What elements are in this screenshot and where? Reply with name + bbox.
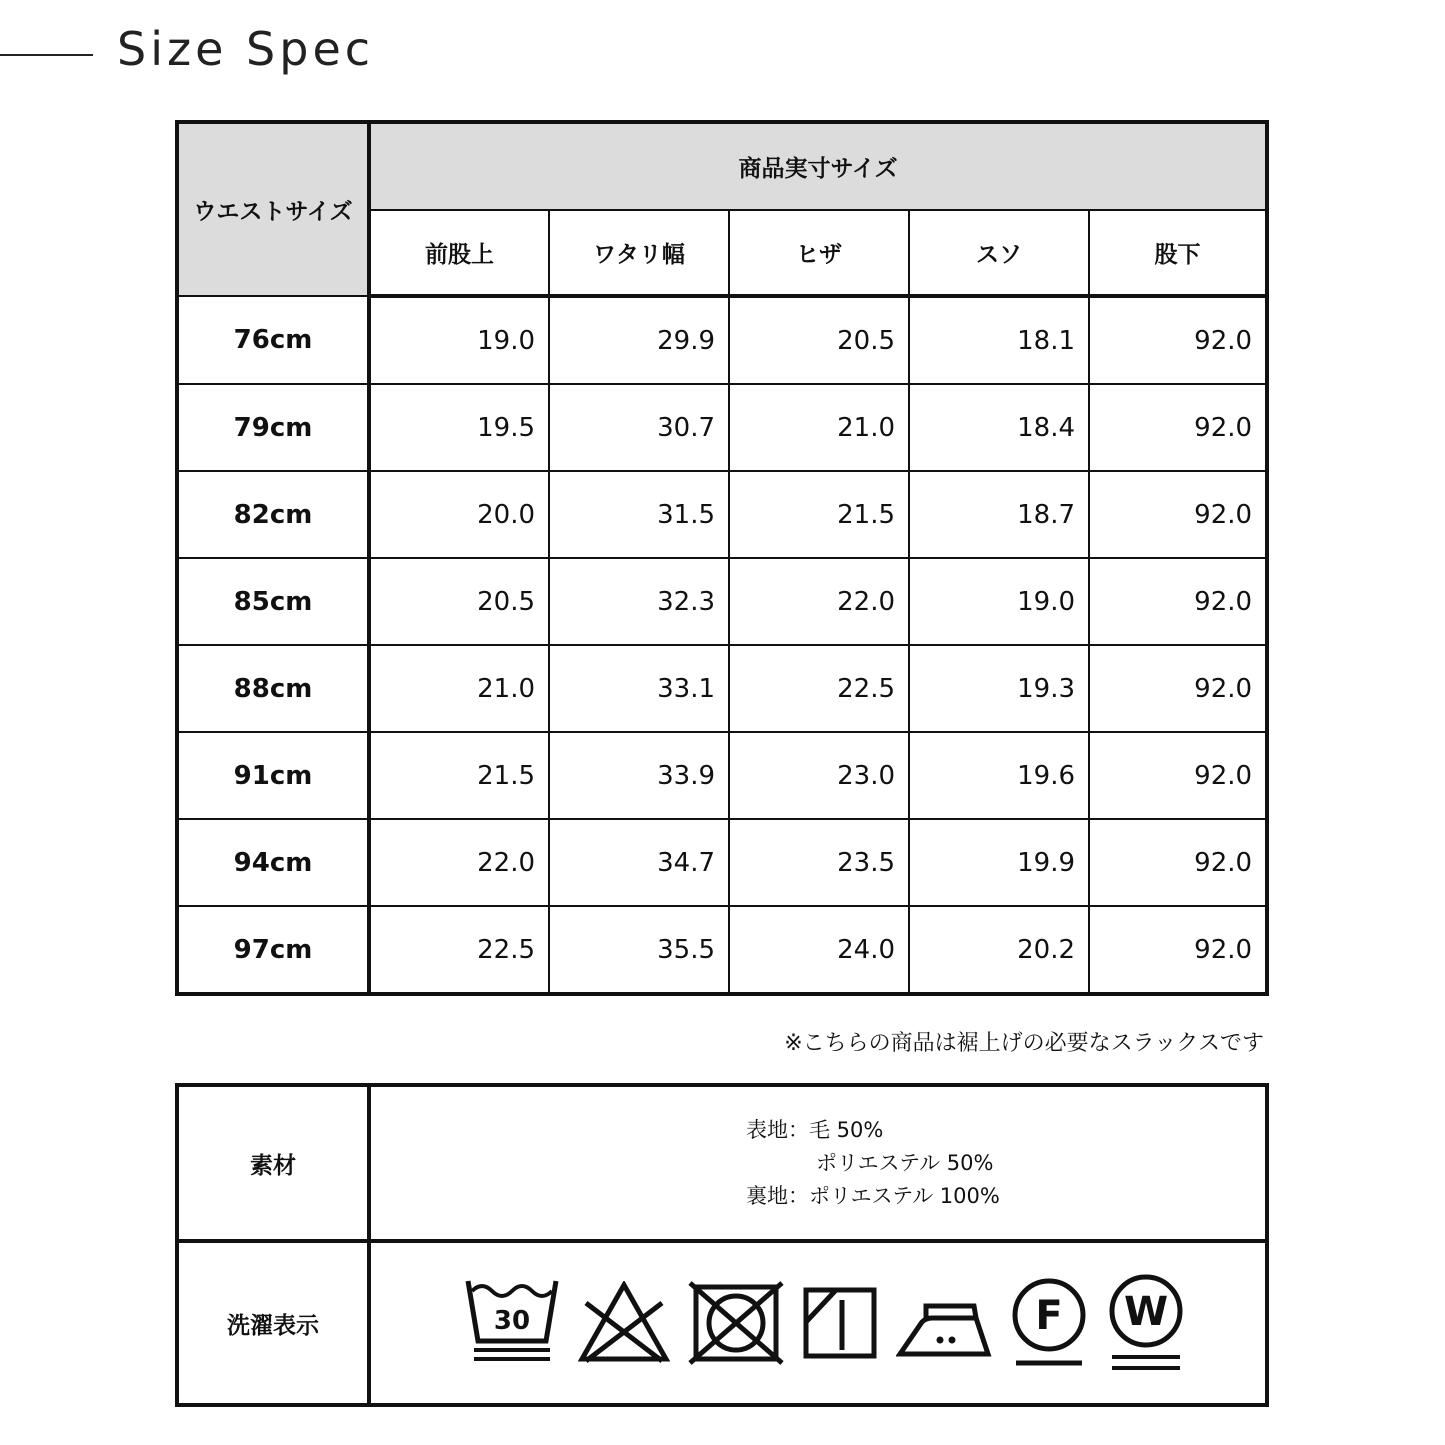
measurement-cell: 18.7 — [909, 471, 1089, 558]
table-row — [177, 384, 1267, 471]
waist-size-cell: 79cm — [177, 384, 369, 471]
iron-low-icon — [896, 1286, 992, 1360]
measurement-cell: 23.0 — [729, 732, 909, 819]
material-line: 表地：毛 50% — [746, 1117, 884, 1142]
measurement-cell: 33.9 — [549, 732, 729, 819]
measurement-cell: 18.4 — [909, 384, 1089, 471]
measurement-cell: 31.5 — [549, 471, 729, 558]
waist-size-cell: 94cm — [177, 819, 369, 906]
care-label: 洗濯表示 — [177, 1241, 369, 1405]
hemming-note: ※こちらの商品は裾上げの必要なスラックスです — [784, 1031, 1264, 1056]
waist-size-cell: 91cm — [177, 732, 369, 819]
table-row — [177, 471, 1267, 558]
measurement-cell: 18.1 — [909, 296, 1089, 384]
wet-clean-letter: W — [1123, 1289, 1169, 1335]
wash-temp-text: 30 — [493, 1306, 531, 1336]
measurement-cell: 32.3 — [549, 558, 729, 645]
measurement-cell: 22.5 — [729, 645, 909, 732]
waist-size-cell: 88cm — [177, 645, 369, 732]
column-header: 前股上 — [369, 210, 549, 296]
table-row — [177, 645, 1267, 732]
measurement-cell: 92.0 — [1089, 384, 1267, 471]
measurement-cell: 92.0 — [1089, 819, 1267, 906]
measurement-cell: 34.7 — [549, 819, 729, 906]
table-row — [177, 296, 1267, 384]
measurement-cell: 21.0 — [369, 645, 549, 732]
measurement-cell: 19.6 — [909, 732, 1089, 819]
measurement-cell: 30.7 — [549, 384, 729, 471]
material-line: 裏地：ポリエステル 100% — [746, 1183, 1000, 1208]
measurement-cell: 21.5 — [729, 471, 909, 558]
waist-size-cell: 85cm — [177, 558, 369, 645]
table-row — [177, 558, 1267, 645]
line-dry-shade-icon — [802, 1286, 878, 1360]
measurement-cell: 22.0 — [729, 558, 909, 645]
material-label: 素材 — [177, 1085, 369, 1241]
table-row — [177, 906, 1267, 994]
actual-size-header: 商品実寸サイズ — [369, 122, 1267, 210]
column-header: スソ — [909, 210, 1089, 296]
table-row — [177, 819, 1267, 906]
waist-size-cell: 76cm — [177, 296, 369, 384]
measurement-cell: 29.9 — [549, 296, 729, 384]
column-header: 股下 — [1089, 210, 1267, 296]
measurement-cell: 92.0 — [1089, 732, 1267, 819]
measurement-cell: 24.0 — [729, 906, 909, 994]
measurement-cell: 35.5 — [549, 906, 729, 994]
measurement-cell: 20.0 — [369, 471, 549, 558]
waist-size-header: ウエストサイズ — [177, 122, 369, 296]
measurement-cell: 20.5 — [729, 296, 909, 384]
measurement-cell: 19.0 — [369, 296, 549, 384]
measurement-cell: 23.5 — [729, 819, 909, 906]
measurement-cell: 20.5 — [369, 558, 549, 645]
page-title: Size Spec — [117, 22, 375, 76]
measurement-cell: 92.0 — [1089, 471, 1267, 558]
no-bleach-icon — [578, 1281, 670, 1365]
waist-size-cell: 97cm — [177, 906, 369, 994]
no-tumble-dry-icon — [688, 1281, 784, 1365]
material-content — [369, 1085, 1267, 1241]
measurement-cell: 22.0 — [369, 819, 549, 906]
measurement-cell: 19.3 — [909, 645, 1089, 732]
care-symbols — [369, 1241, 1267, 1405]
wet-clean-w-icon — [1106, 1273, 1186, 1373]
material-line: ポリエステル 50% — [816, 1150, 994, 1175]
measurement-cell: 92.0 — [1089, 558, 1267, 645]
measurement-cell: 19.9 — [909, 819, 1089, 906]
wash-30-icon — [464, 1277, 560, 1369]
size-spec-table — [175, 120, 1269, 996]
dry-clean-letter: F — [1035, 1293, 1063, 1339]
measurement-cell: 21.5 — [369, 732, 549, 819]
title-rule — [0, 54, 93, 56]
measurement-cell: 92.0 — [1089, 296, 1267, 384]
measurement-cell: 92.0 — [1089, 906, 1267, 994]
measurement-cell: 19.0 — [909, 558, 1089, 645]
column-header: ワタリ幅 — [549, 210, 729, 296]
column-header: ヒザ — [729, 210, 909, 296]
measurement-cell: 21.0 — [729, 384, 909, 471]
material-care-table — [175, 1083, 1269, 1407]
table-row — [177, 732, 1267, 819]
waist-size-cell: 82cm — [177, 471, 369, 558]
measurement-cell: 33.1 — [549, 645, 729, 732]
dry-clean-f-icon — [1010, 1277, 1088, 1369]
measurement-cell: 92.0 — [1089, 645, 1267, 732]
measurement-cell: 20.2 — [909, 906, 1089, 994]
measurement-cell: 19.5 — [369, 384, 549, 471]
measurement-cell: 22.5 — [369, 906, 549, 994]
